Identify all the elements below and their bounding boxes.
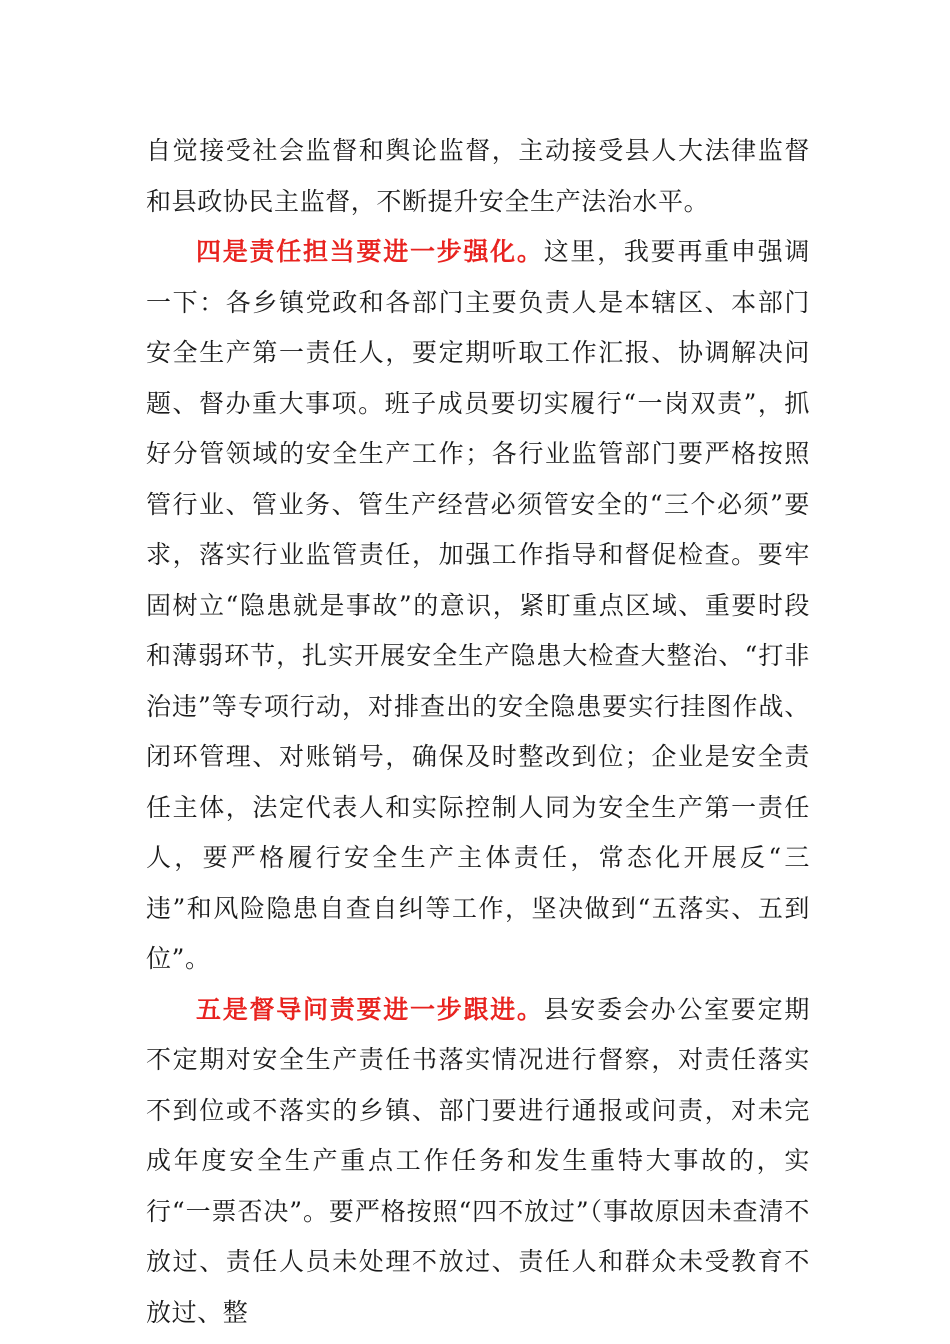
paragraph-continuation <box>146 126 810 227</box>
document-body <box>146 126 810 1338</box>
paragraph-supervision <box>146 985 810 1339</box>
paragraph-text: 自觉接受社会监督和舆论监督，主动接受县人大法律监督和县政协民主监督，不断提升安全生产法治水平。 <box>146 136 810 216</box>
paragraph-responsibility <box>146 227 810 985</box>
paragraph-text: 县安委会办公室要定期不定期对安全生产责任书落实情况进行督察，对责任落实不到位或不落实的乡镇、部门要进行通报或问责，对未完成年度安全生产重点工作任务和发生重特大事故的，实行“一票否决”。要严格按照“四不放过”（事故原因未查清不放过、责任人员未处理不放过、责任人和群众未受教育不放过、整 <box>146 994 810 1327</box>
paragraph-text: 这里，我要再重申强调一下：各乡镇党政和各部门主要负责人是本辖区、本部门安全生产第一责任人，要定期听取工作汇报、协调解决问题、督办重大事项。班子成员要切实履行“一岗双责”，抓好分管领域的安全生产工作；各行业监管部门要严格按照管行业、管业务、管生产经营必须管安全的“三个必须”要求，落实行业监管责任，加强工作指导和督促检查。要牢固树立“隐患就是事故”的意识，紧盯重点区域、重要时段和薄弱环节，扎实开展安全生产隐患大检查大整治、“打非治违”等专项行动，对排查出的安全隐患要实行挂图作战、闭环管理、对账销号，确保及时整改到位；企业是安全责任主体，法定代表人和实际控制人同为安全生产第一责任人，要严格履行安全生产主体责任，常态化开展反“三违”和风险隐患自查自纠等工作，坚决做到“五落实、五到位”。 <box>146 237 810 973</box>
paragraph-heading: 五是督导问责要进一步跟进。 <box>196 994 544 1024</box>
paragraph-heading: 四是责任担当要进一步强化。 <box>196 237 544 266</box>
